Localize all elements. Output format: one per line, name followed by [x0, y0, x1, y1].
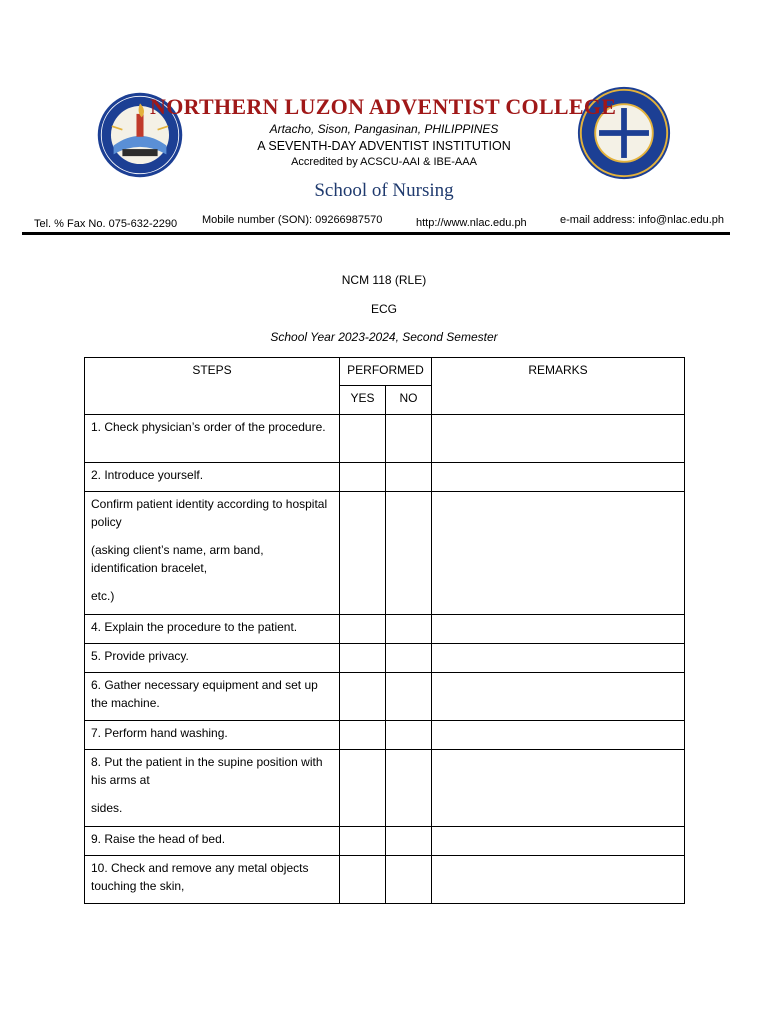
step-cell — [85, 644, 340, 673]
accreditation-text: Accredited by ACSCU-AAI & IBE-AAA — [291, 156, 477, 168]
step-text: 6. Gather necessary equipment and set up the machine. — [91, 678, 318, 710]
step-text: 7. Perform hand washing. — [91, 726, 228, 740]
step-text: sides. — [91, 801, 123, 815]
remarks-cell[interactable] — [432, 615, 685, 644]
step-text: 2. Introduce yourself. — [91, 468, 204, 482]
contact-email: e-mail address: info@nlac.edu.ph — [560, 214, 725, 226]
school-year: School Year 2023-2024, Second Semester — [270, 330, 498, 344]
table-row — [85, 463, 685, 492]
procedure-title: ECG — [370, 302, 397, 316]
header-divider — [22, 232, 730, 235]
course-code: NCM 118 (RLE) — [341, 273, 427, 287]
remarks-cell[interactable] — [432, 463, 685, 492]
step-cell — [85, 856, 340, 904]
step-text: Confirm patient identity according to hospital policy — [91, 497, 328, 529]
no-cell[interactable] — [386, 673, 432, 721]
remarks-cell[interactable] — [432, 644, 685, 673]
table-row — [85, 415, 685, 463]
yes-cell[interactable] — [340, 673, 386, 721]
table-row — [85, 615, 685, 644]
remarks-cell[interactable] — [432, 673, 685, 721]
contact-mobile: Mobile number (SON): 09266987570 — [202, 214, 383, 226]
contact-tel: Tel. % Fax No. 075-632-2290 — [34, 218, 178, 230]
no-cell[interactable] — [386, 615, 432, 644]
step-cell — [85, 827, 340, 856]
step-text: (asking client’s name, arm band, identification bracelet, — [91, 543, 264, 575]
yes-cell[interactable] — [340, 750, 386, 827]
step-cell — [85, 615, 340, 644]
step-text: 8. Put the patient in the supine position with his arms at — [91, 755, 323, 787]
step-cell — [85, 492, 340, 615]
no-header: NO — [386, 386, 432, 415]
no-cell[interactable] — [386, 415, 432, 463]
step-text: 5. Provide privacy. — [91, 649, 189, 663]
no-cell[interactable] — [386, 644, 432, 673]
yes-cell[interactable] — [340, 644, 386, 673]
yes-header: YES — [340, 386, 386, 415]
institution-type: A SEVENTH-DAY ADVENTIST INSTITUTION — [257, 139, 511, 153]
yes-cell[interactable] — [340, 827, 386, 856]
step-text: 4. Explain the procedure to the patient. — [91, 620, 298, 634]
contact-website: http://www.nlac.edu.ph — [416, 217, 527, 229]
step-cell — [85, 415, 340, 463]
step-text: etc.) — [91, 589, 115, 603]
step-text: 9. Raise the head of bed. — [91, 832, 226, 846]
procedure-checklist-table — [84, 357, 685, 904]
no-cell[interactable] — [386, 856, 432, 904]
remarks-cell[interactable] — [432, 827, 685, 856]
table-row — [85, 721, 685, 750]
remarks-cell[interactable] — [432, 856, 685, 904]
remarks-cell[interactable] — [432, 721, 685, 750]
remarks-cell[interactable] — [432, 415, 685, 463]
table-row — [85, 673, 685, 721]
remarks-cell[interactable] — [432, 750, 685, 827]
step-cell — [85, 673, 340, 721]
steps-header: STEPS — [85, 358, 340, 415]
remarks-header: REMARKS — [432, 358, 685, 415]
table-row — [85, 750, 685, 827]
performed-header: PERFORMED — [340, 358, 432, 386]
yes-cell[interactable] — [340, 492, 386, 615]
yes-cell[interactable] — [340, 615, 386, 644]
step-cell — [85, 463, 340, 492]
yes-cell[interactable] — [340, 463, 386, 492]
yes-cell[interactable] — [340, 856, 386, 904]
no-cell[interactable] — [386, 463, 432, 492]
college-address: Artacho, Sison, Pangasinan, PHILIPPINES — [269, 122, 499, 136]
no-cell[interactable] — [386, 827, 432, 856]
table-row — [85, 827, 685, 856]
step-text: 1. Check physician’s order of the procedure. — [91, 420, 326, 434]
table-row — [85, 492, 685, 615]
step-cell — [85, 750, 340, 827]
yes-cell[interactable] — [340, 721, 386, 750]
table-row — [85, 856, 685, 904]
yes-cell[interactable] — [340, 415, 386, 463]
remarks-cell[interactable] — [432, 492, 685, 615]
school-name: School of Nursing — [314, 180, 454, 201]
table-row — [85, 644, 685, 673]
step-cell — [85, 721, 340, 750]
college-name: NORTHERN LUZON ADVENTIST COLLEGE — [150, 94, 617, 119]
no-cell[interactable] — [386, 750, 432, 827]
no-cell[interactable] — [386, 721, 432, 750]
step-text: 10. Check and remove any metal objects touching the skin, — [91, 861, 309, 893]
no-cell[interactable] — [386, 492, 432, 615]
